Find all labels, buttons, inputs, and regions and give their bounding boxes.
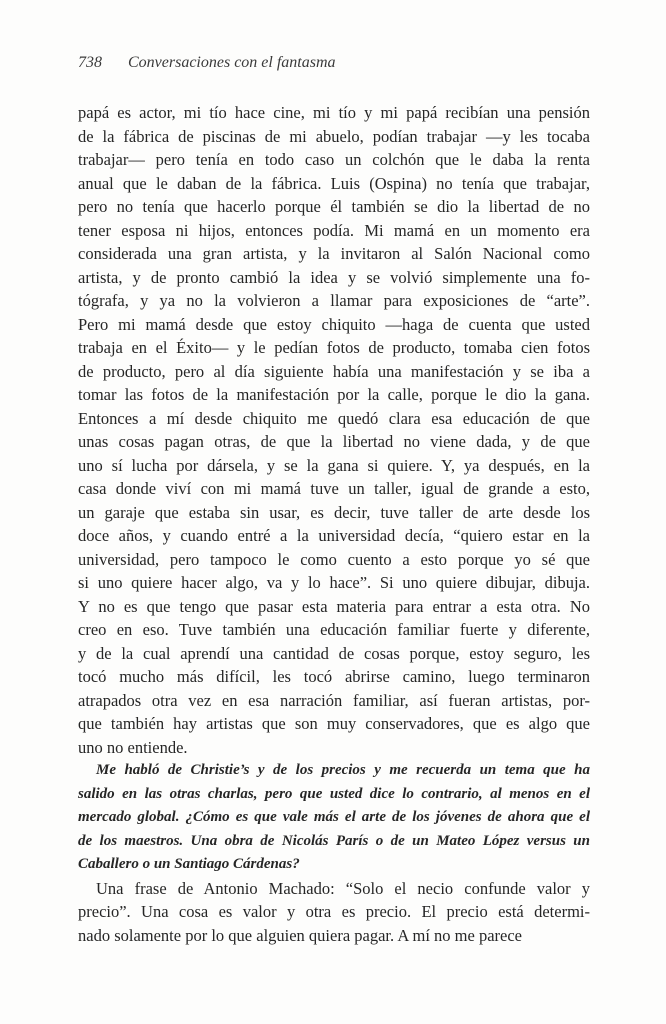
paragraph: [78, 101, 590, 759]
text-line: casa donde viví con mi mamá tuve un taller, igual de grande a esto,: [78, 479, 590, 498]
text-line: salido en las otras charlas, pero que usted dice lo contrario, al menos en el: [78, 785, 590, 802]
text-line: nado solamente por lo que alguien quiera pagar. A mí no me parece: [78, 925, 522, 945]
text-line: anual que le daban de la fábrica. Luis (Ospina) no tenía que trabajar,: [78, 173, 590, 193]
text-line: de los maestros. Una obra de Nicolás París o de un Mateo López versus un: [78, 832, 590, 849]
text-line: artista, y de pronto cambió la idea y se volvió simplemente una fo-: [78, 267, 590, 287]
text-line: uno sí lucha por dársela, y se la gana si quiere. Y, ya después, en la: [78, 455, 590, 475]
paragraph: [78, 759, 590, 877]
text-line: trabaja en el Éxito— y le pedían fotos de producto, tomaba cien fotos: [78, 338, 590, 357]
text-line: uno no entiende.: [78, 737, 188, 757]
running-title: Conversaciones con el fantasma: [128, 54, 336, 71]
text-line: creo en eso. Tuve también una educación familiar fuerte y diferente,: [78, 620, 590, 639]
text-line: tomar las fotos de la manifestación por la calle, porque le dio la gana.: [78, 385, 590, 404]
text-line: tógrafa, y ya no la volvieron a llamar para exposiciones de “arte”.: [78, 291, 590, 310]
text-line: universidad, pero tampoco le como cuento a esto porque yo sé que: [78, 549, 590, 569]
text-line: Y no es que tengo que pasar esta materia para entrar a esta otra. No: [78, 596, 590, 616]
paragraph: [78, 877, 590, 948]
text-line: si uno quiere hacer algo, va y lo hace”. Si uno quiere dibujar, dibuja.: [78, 573, 590, 592]
text-line: doce años, y cuando entré a la universidad decía, “quiero estar en la: [78, 526, 590, 545]
text-line: Una frase de Antonio Machado: “Solo el necio confunde valor y: [96, 878, 590, 898]
text-line: considerada una gran artista, y la invitaron al Salón Nacional como: [78, 244, 590, 263]
text-line: trabajar— pero tenía en todo caso un colchón que le daba la renta: [78, 150, 590, 169]
text-line: atrapados otra vez en esa narración familiar, así fueran artistas, por-: [78, 690, 590, 710]
text-line: de producto, pero al día siguiente había una manifestación y se iba a: [78, 361, 590, 381]
text-line: unas cosas pagan otras, de que la libertad no viene dada, y de que: [78, 432, 590, 451]
page-body: [78, 101, 590, 947]
page-header: [78, 54, 590, 72]
text-line: pero no tenía que hacerlo porque él también se dio la libertad de no: [78, 197, 590, 216]
text-line: mercado global. ¿Cómo es que vale más el arte de los jóvenes de ahora que el: [78, 809, 590, 825]
text-line: Pero mi mamá desde que estoy chiquito —haga de cuenta que usted: [78, 314, 590, 334]
text-line: Entonces a mí desde chiquito me quedó clara esa educación de que: [78, 408, 590, 428]
text-line: precio”. Una cosa es valor y otra es precio. El precio está determi-: [78, 902, 590, 921]
text-line: que también hay artistas que son muy conservadores, que es algo que: [78, 714, 590, 733]
text-line: papá es actor, mi tío hace cine, mi tío y mi papá recibían una pensión: [78, 103, 590, 122]
text-line: Caballero o un Santiago Cárdenas?: [78, 856, 300, 872]
text-line: Me habló de Christie’s y de los precios y me recuerda un tema que ha: [96, 762, 590, 778]
text-line: un garaje que estaba sin usar, es decir, tuve taller de arte desde los: [78, 502, 590, 522]
text-line: tocó mucho más difícil, les tocó abrirse camino, luego terminaron: [78, 667, 590, 686]
text-line: tener esposa ni hijos, entonces podía. Mi mamá en un momento era: [78, 220, 590, 240]
page-number: 738: [78, 54, 102, 71]
text-line: y de la cual aprendí una cantidad de cosas porque, estoy seguro, les: [78, 643, 590, 663]
text-line: de la fábrica de piscinas de mi abuelo, podían trabajar —y les tocaba: [78, 126, 590, 146]
